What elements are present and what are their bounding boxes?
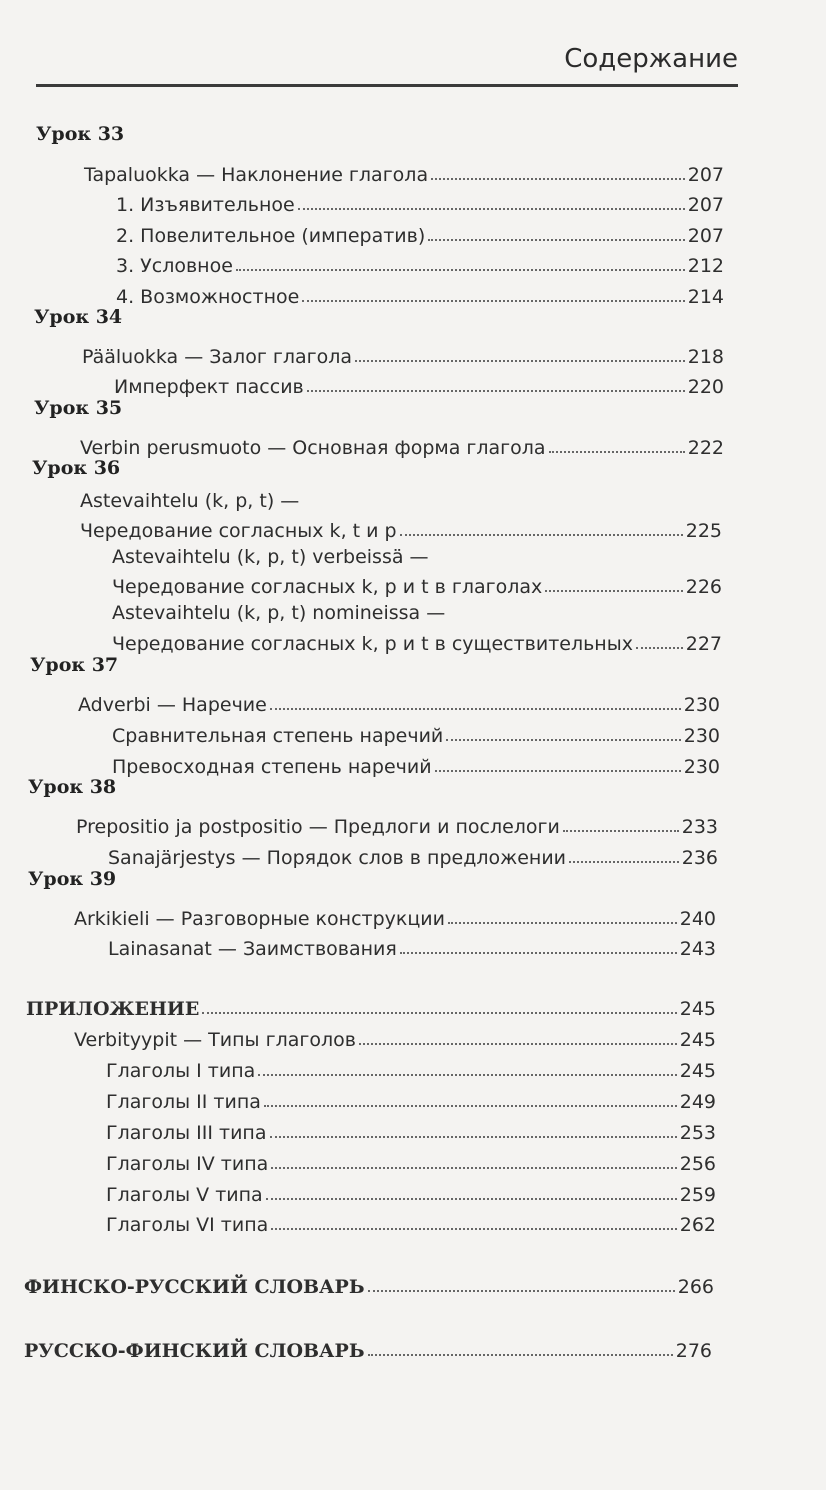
dot-leader [446,739,680,741]
toc-page-number: 266 [677,1276,714,1298]
toc-entry-title: Глаголы I типа [106,1060,256,1082]
toc-entry-title: 1. Изъявительное [116,194,295,216]
toc-entry-title: Arkikieli — Разговорные конструкции [74,908,445,930]
dot-leader [264,1105,677,1107]
toc-entry-title: Чередование согласных k, t и p [80,520,397,542]
toc-entry[interactable] [76,808,718,838]
toc-page-number: 226 [685,576,722,598]
toc-entry[interactable] [106,1145,716,1175]
dot-leader [563,830,679,832]
lesson-38-heading: Урок 38 [28,776,117,798]
toc-section-russian-finnish-dictionary[interactable] [24,1332,712,1362]
toc-page-number: 262 [679,1214,716,1236]
toc-page-number: 259 [679,1184,716,1206]
page-header-title: Содержание [564,44,738,74]
toc-page-number: 225 [685,520,722,542]
dot-leader [549,451,685,453]
toc-entry[interactable] [106,1052,716,1082]
dot-leader [359,1043,677,1045]
toc-entry[interactable] [108,930,716,960]
dot-leader [202,1012,676,1014]
dot-leader [368,1290,675,1292]
toc-entry-title: Pääluokka — Залог глагола [82,346,353,368]
lesson-39-heading: Урок 39 [28,868,117,890]
dot-leader [400,534,683,536]
toc-page-number: 214 [687,286,724,308]
toc-page-number: 212 [687,255,724,277]
dot-leader [236,269,685,271]
toc-entry-title: РУССКО-ФИНСКИЙ СЛОВАРЬ [24,1340,365,1362]
toc-page-number: 230 [683,756,720,778]
toc-entry-title: Lainasanat — Заимствования [108,938,397,960]
dot-leader [302,300,684,302]
toc-entry-title: Имперфект пассив [114,376,304,398]
toc-entry-title: Verbityypit — Типы глаголов [74,1029,356,1051]
toc-entry[interactable] [78,686,720,716]
toc-entry-title: 2. Повелительное (императив) [116,225,426,247]
dot-leader [545,590,682,592]
toc-entry[interactable] [112,568,722,598]
toc-entry-title: Превосходная степень наречий [112,756,432,778]
toc-entry[interactable] [116,186,724,216]
dot-leader [355,360,685,362]
toc-entry-line1: Astevaihtelu (k, p, t) verbeissä — [112,546,429,568]
lesson-34-heading: Урок 34 [34,306,123,328]
toc-entry[interactable] [74,1021,716,1051]
dot-leader [400,952,677,954]
dot-leader [636,647,683,649]
dot-leader [270,708,681,710]
toc-entry-title: Глаголы VI типа [106,1214,269,1236]
toc-page-number: 207 [687,164,724,186]
toc-section-finnish-russian-dictionary[interactable] [24,1268,714,1298]
dot-leader [298,208,685,210]
toc-section-appendix[interactable] [26,990,716,1020]
toc-entry-title: Глаголы II типа [106,1091,261,1113]
toc-page-number: 249 [679,1091,716,1113]
dot-leader [435,770,681,772]
toc-entry-title: Prepositio ja postpositio — Предлоги и послелоги [76,816,560,838]
toc-entry-title: Tapaluokka — Наклонение глагола [84,164,429,186]
dot-leader [307,390,685,392]
toc-entry[interactable] [114,368,724,398]
toc-entry-title: Чередование согласных k, р и t в глаголах [112,576,543,598]
toc-entry-title: Чередование согласных k, р и t в существительных [112,633,633,655]
toc-page-number: 227 [685,633,722,655]
toc-entry-title: 4. Возможностное [116,286,300,308]
toc-page-number: 236 [681,847,718,869]
dot-leader [270,1136,677,1138]
toc-entry[interactable] [116,278,724,308]
toc-page-number: 233 [681,816,718,838]
toc-entry-title: Глаголы V типа [106,1184,263,1206]
toc-entry[interactable] [80,512,722,542]
toc-page-number: 245 [679,1029,716,1051]
toc-page-number: 218 [687,346,724,368]
toc-entry[interactable] [80,429,724,459]
toc-entry-title: Сравнительная степень наречий [112,725,444,747]
toc-entry-line1: Astevaihtelu (k, p, t) — [80,490,300,512]
toc-entry-title: Adverbi — Наречие [78,694,267,716]
toc-entry[interactable] [82,338,724,368]
dot-leader [569,861,679,863]
toc-entry[interactable] [84,156,724,186]
toc-page-number: 222 [687,437,724,459]
toc-entry[interactable] [74,900,716,930]
toc-page-number: 256 [679,1153,716,1175]
dot-leader [368,1354,673,1356]
lesson-37-heading: Урок 37 [30,654,119,676]
toc-page-number: 243 [679,938,716,960]
toc-entry[interactable] [112,717,720,747]
dot-leader [431,178,685,180]
toc-page-number: 220 [687,376,724,398]
dot-leader [266,1198,677,1200]
toc-entry[interactable] [116,217,724,247]
toc-entry[interactable] [112,625,722,655]
toc-entry[interactable] [106,1176,716,1206]
toc-entry[interactable] [106,1206,716,1236]
dot-leader [448,922,677,924]
toc-page-number: 207 [687,225,724,247]
dot-leader [428,239,684,241]
toc-page-number: 276 [675,1340,712,1362]
toc-entry-title: ФИНСКО-РУССКИЙ СЛОВАРЬ [24,1276,365,1298]
toc-entry[interactable] [106,1114,716,1144]
toc-entry[interactable] [106,1083,716,1113]
toc-entry-title: Verbin perusmuoto — Основная форма глагола [80,437,546,459]
dot-leader [271,1167,676,1169]
toc-entry[interactable] [116,247,724,277]
toc-page-number: 230 [683,694,720,716]
toc-page-number: 240 [679,908,716,930]
toc-entry-line1: Astevaihtelu (k, p, t) nomineissa — [112,602,446,624]
toc-page-number: 245 [679,1060,716,1082]
toc-page-number: 245 [679,998,716,1020]
lesson-35-heading: Урок 35 [34,397,123,419]
toc-page-number: 230 [683,725,720,747]
dot-leader [258,1074,676,1076]
toc-entry-title: Sanajärjestys — Порядок слов в предложении [108,847,567,869]
lesson-36-heading: Урок 36 [32,457,121,479]
toc-entry-title: ПРИЛОЖЕНИЕ [26,998,200,1020]
toc-entry-title: 3. Условное [116,255,233,277]
toc-entry[interactable] [108,839,718,869]
lesson-33-heading: Урок 33 [36,123,125,145]
dot-leader [271,1228,676,1230]
toc-entry[interactable] [112,748,720,778]
toc-page-number: 207 [687,194,724,216]
toc-page-number: 253 [679,1122,716,1144]
toc-entry-title: Глаголы III типа [106,1122,267,1144]
toc-entry-title: Глаголы IV типа [106,1153,269,1175]
